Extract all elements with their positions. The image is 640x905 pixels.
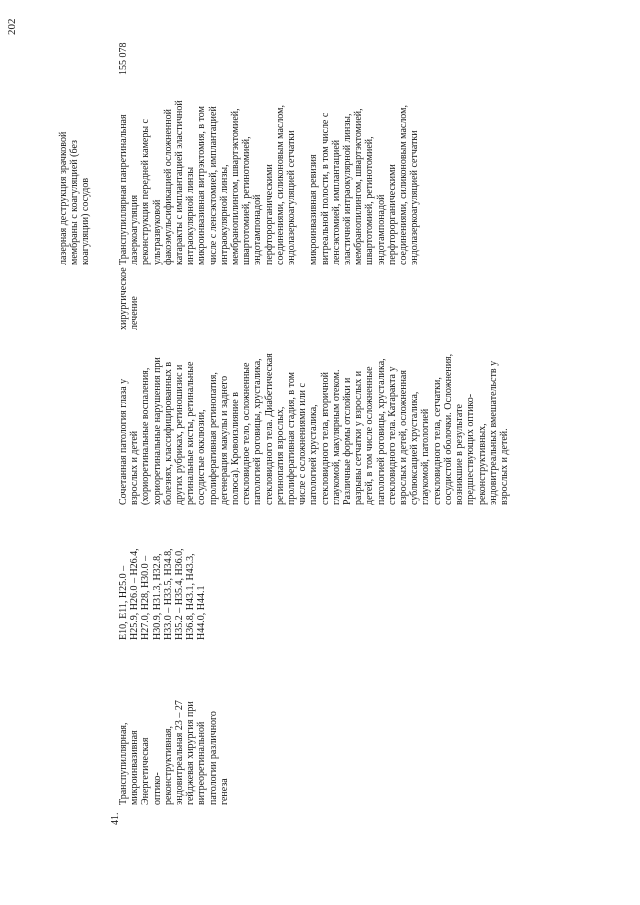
text-line: хориоретинальные нарушения при bbox=[151, 357, 163, 505]
text-line: H44.0, H44.1 bbox=[196, 585, 208, 640]
text-line: оптико- bbox=[151, 772, 163, 805]
treatment-methods bbox=[118, 65, 420, 265]
text-line: пролиферативная ретинопатия, bbox=[207, 372, 219, 505]
text-line: эластичной интраокулярной линзы, bbox=[342, 113, 354, 265]
text-line: генеза bbox=[218, 778, 230, 805]
text-line: детей, в том числе осложненные bbox=[364, 366, 376, 505]
text-line: микроинвазивная bbox=[129, 730, 141, 805]
text-line: болезнях, классифицированных в bbox=[162, 361, 174, 505]
text-line: коагуляции) сосудов bbox=[80, 177, 92, 265]
text-line: эндотампонадой bbox=[375, 194, 387, 265]
text-line: предшествующих оптико- bbox=[465, 393, 477, 505]
text-line: дегенерация макулы и заднего bbox=[218, 375, 230, 505]
text-line: ретинальные кисты, ретинальные bbox=[185, 361, 197, 505]
page-number: 202 bbox=[6, 18, 18, 35]
text-line: микроинвазивная ревизия bbox=[308, 154, 320, 265]
procedure-title bbox=[118, 655, 230, 805]
text-line: микроинвазивная витрэктомия, в том bbox=[196, 106, 208, 265]
text-line: соединениями, силиконовым маслом, bbox=[398, 105, 410, 265]
text-line: хирургическое bbox=[118, 267, 129, 330]
cost-value: 155 078 bbox=[118, 42, 129, 75]
text-line: гейджевая хирургия при bbox=[185, 701, 197, 805]
text-line: стекловидного тела, вторичной bbox=[319, 372, 331, 505]
text-line: возникшие в результате bbox=[454, 404, 466, 505]
text-line: H35.2 – H35.4, H36.0, bbox=[174, 548, 186, 640]
text-line: Транспупиллярная, bbox=[118, 722, 129, 805]
text-line: патологии различного bbox=[207, 711, 219, 805]
text-line: полюса). Кровоизлияние в bbox=[230, 392, 242, 505]
text-line: мембранопилингом, швартэктомией, bbox=[230, 108, 242, 265]
text-line: H30.9, H31.3, H32.8, bbox=[151, 553, 163, 640]
text-line: Различные формы отслойки и bbox=[342, 377, 354, 505]
text-line: взрослых и детей. bbox=[498, 428, 510, 505]
text-line: (хориоретинальные воспаления, bbox=[140, 367, 152, 505]
text-line: взрослых и детей, осложненная bbox=[398, 370, 410, 505]
text-line: стекловидное тело, осложненные bbox=[241, 362, 253, 505]
text-line: разрывы сетчатки у взрослых и bbox=[353, 370, 365, 505]
text-line: H27.0, H28, H30.0 – bbox=[140, 555, 152, 640]
text-line: глаукомой, патологией bbox=[420, 408, 432, 505]
text-line: сосудистой оболочки. Осложнения, bbox=[442, 353, 454, 505]
text-line: стекловидного тела. Катаракта у bbox=[386, 366, 398, 505]
text-line: патологией хрусталика, bbox=[308, 404, 320, 505]
text-line: реконструктивная, bbox=[162, 726, 174, 805]
text-line: числе с осложнениями или с bbox=[297, 383, 309, 505]
text-line: эндовитреальная 23 – 27 bbox=[174, 700, 186, 805]
text-line: швартотомией, ретинотомией, bbox=[241, 136, 253, 265]
text-line: патологией роговицы, хрусталика, bbox=[252, 358, 264, 505]
text-line: эндовитреальных вмешательств у bbox=[487, 360, 499, 505]
patient-model bbox=[118, 330, 510, 505]
text-line: факоэмульсификацией осложненной bbox=[162, 109, 174, 265]
text-line: перфторорганическими bbox=[263, 164, 275, 265]
text-line: лечение bbox=[129, 296, 141, 330]
text-line: глаукомой, макулярным отеком. bbox=[330, 369, 342, 505]
text-line: H33.0 – H33.5, H34.8, bbox=[162, 548, 174, 640]
text-line: ультразвуковой bbox=[151, 199, 163, 265]
text-line: других рубриках, ретиношизис и bbox=[174, 364, 186, 505]
text-line: взрослых и детей bbox=[129, 430, 141, 505]
text-line: стекловидного тела, сетчатки, bbox=[431, 377, 443, 505]
text-line: реконструкция передней камеры с bbox=[140, 119, 152, 265]
text-line: стекловидного тела. Диабетическая bbox=[263, 353, 275, 505]
text-line: эндолазеркоагуляцией сетчатки bbox=[286, 130, 298, 265]
text-line: витреоретинальной bbox=[196, 721, 208, 805]
text-line: мембранопилингом, швартэктомией, bbox=[353, 108, 365, 265]
text-line: H36.8, H43.1, H43.3, bbox=[185, 553, 197, 640]
text-line: ленсэктомией, имплантацией bbox=[330, 139, 342, 265]
text-line: эндотампонадой bbox=[252, 194, 264, 265]
row-number: 41. bbox=[110, 812, 121, 825]
treatment-type bbox=[118, 260, 140, 330]
text-line: соединениями, силиконовым маслом, bbox=[274, 105, 286, 265]
text-line: лазеркоагуляция bbox=[129, 194, 141, 265]
text-line: перфторорганическими bbox=[386, 164, 398, 265]
text-line: E10, E11, H25.0 – bbox=[118, 565, 129, 640]
methods-continuation bbox=[58, 65, 92, 265]
text-line: числе с ленсэктомией, имплантацией bbox=[207, 106, 219, 265]
text-line bbox=[297, 65, 308, 265]
text-line: мембраны с коагуляцией (без bbox=[69, 140, 81, 265]
text-line: катаракты с имплантацией эластичной bbox=[174, 100, 186, 265]
text-line: интраокулярной линзы bbox=[185, 166, 197, 265]
text-line: Энергетическая bbox=[140, 737, 152, 805]
text-line: H25.9, H26.0 – H26.4, bbox=[129, 548, 141, 640]
text-line: эндолазеркоагуляцией сетчатки bbox=[409, 130, 421, 265]
text-line: сосудистые окклюзии, bbox=[196, 409, 208, 505]
text-line: ретинопатия взрослых, bbox=[274, 406, 286, 505]
icd-codes bbox=[118, 525, 208, 640]
text-line: витреальной полости, в том числе с bbox=[319, 112, 331, 265]
text-line: Сочетанная патология глаза у bbox=[118, 378, 129, 505]
text-line: пролиферативная стадия, в том bbox=[286, 372, 298, 505]
text-line: реконструктивных, bbox=[476, 423, 488, 505]
text-line: патологией роговицы, хрусталика, bbox=[375, 358, 387, 505]
text-line: Транспупиллярная панретинальная bbox=[118, 114, 129, 265]
text-line: лазерная деструкция зрачковой bbox=[58, 131, 69, 265]
text-line: швартотомией, ретинотомией, bbox=[364, 136, 376, 265]
text-line: сублюксацией хрусталика, bbox=[409, 391, 421, 505]
text-line: интраокулярной линзы, bbox=[218, 164, 230, 265]
